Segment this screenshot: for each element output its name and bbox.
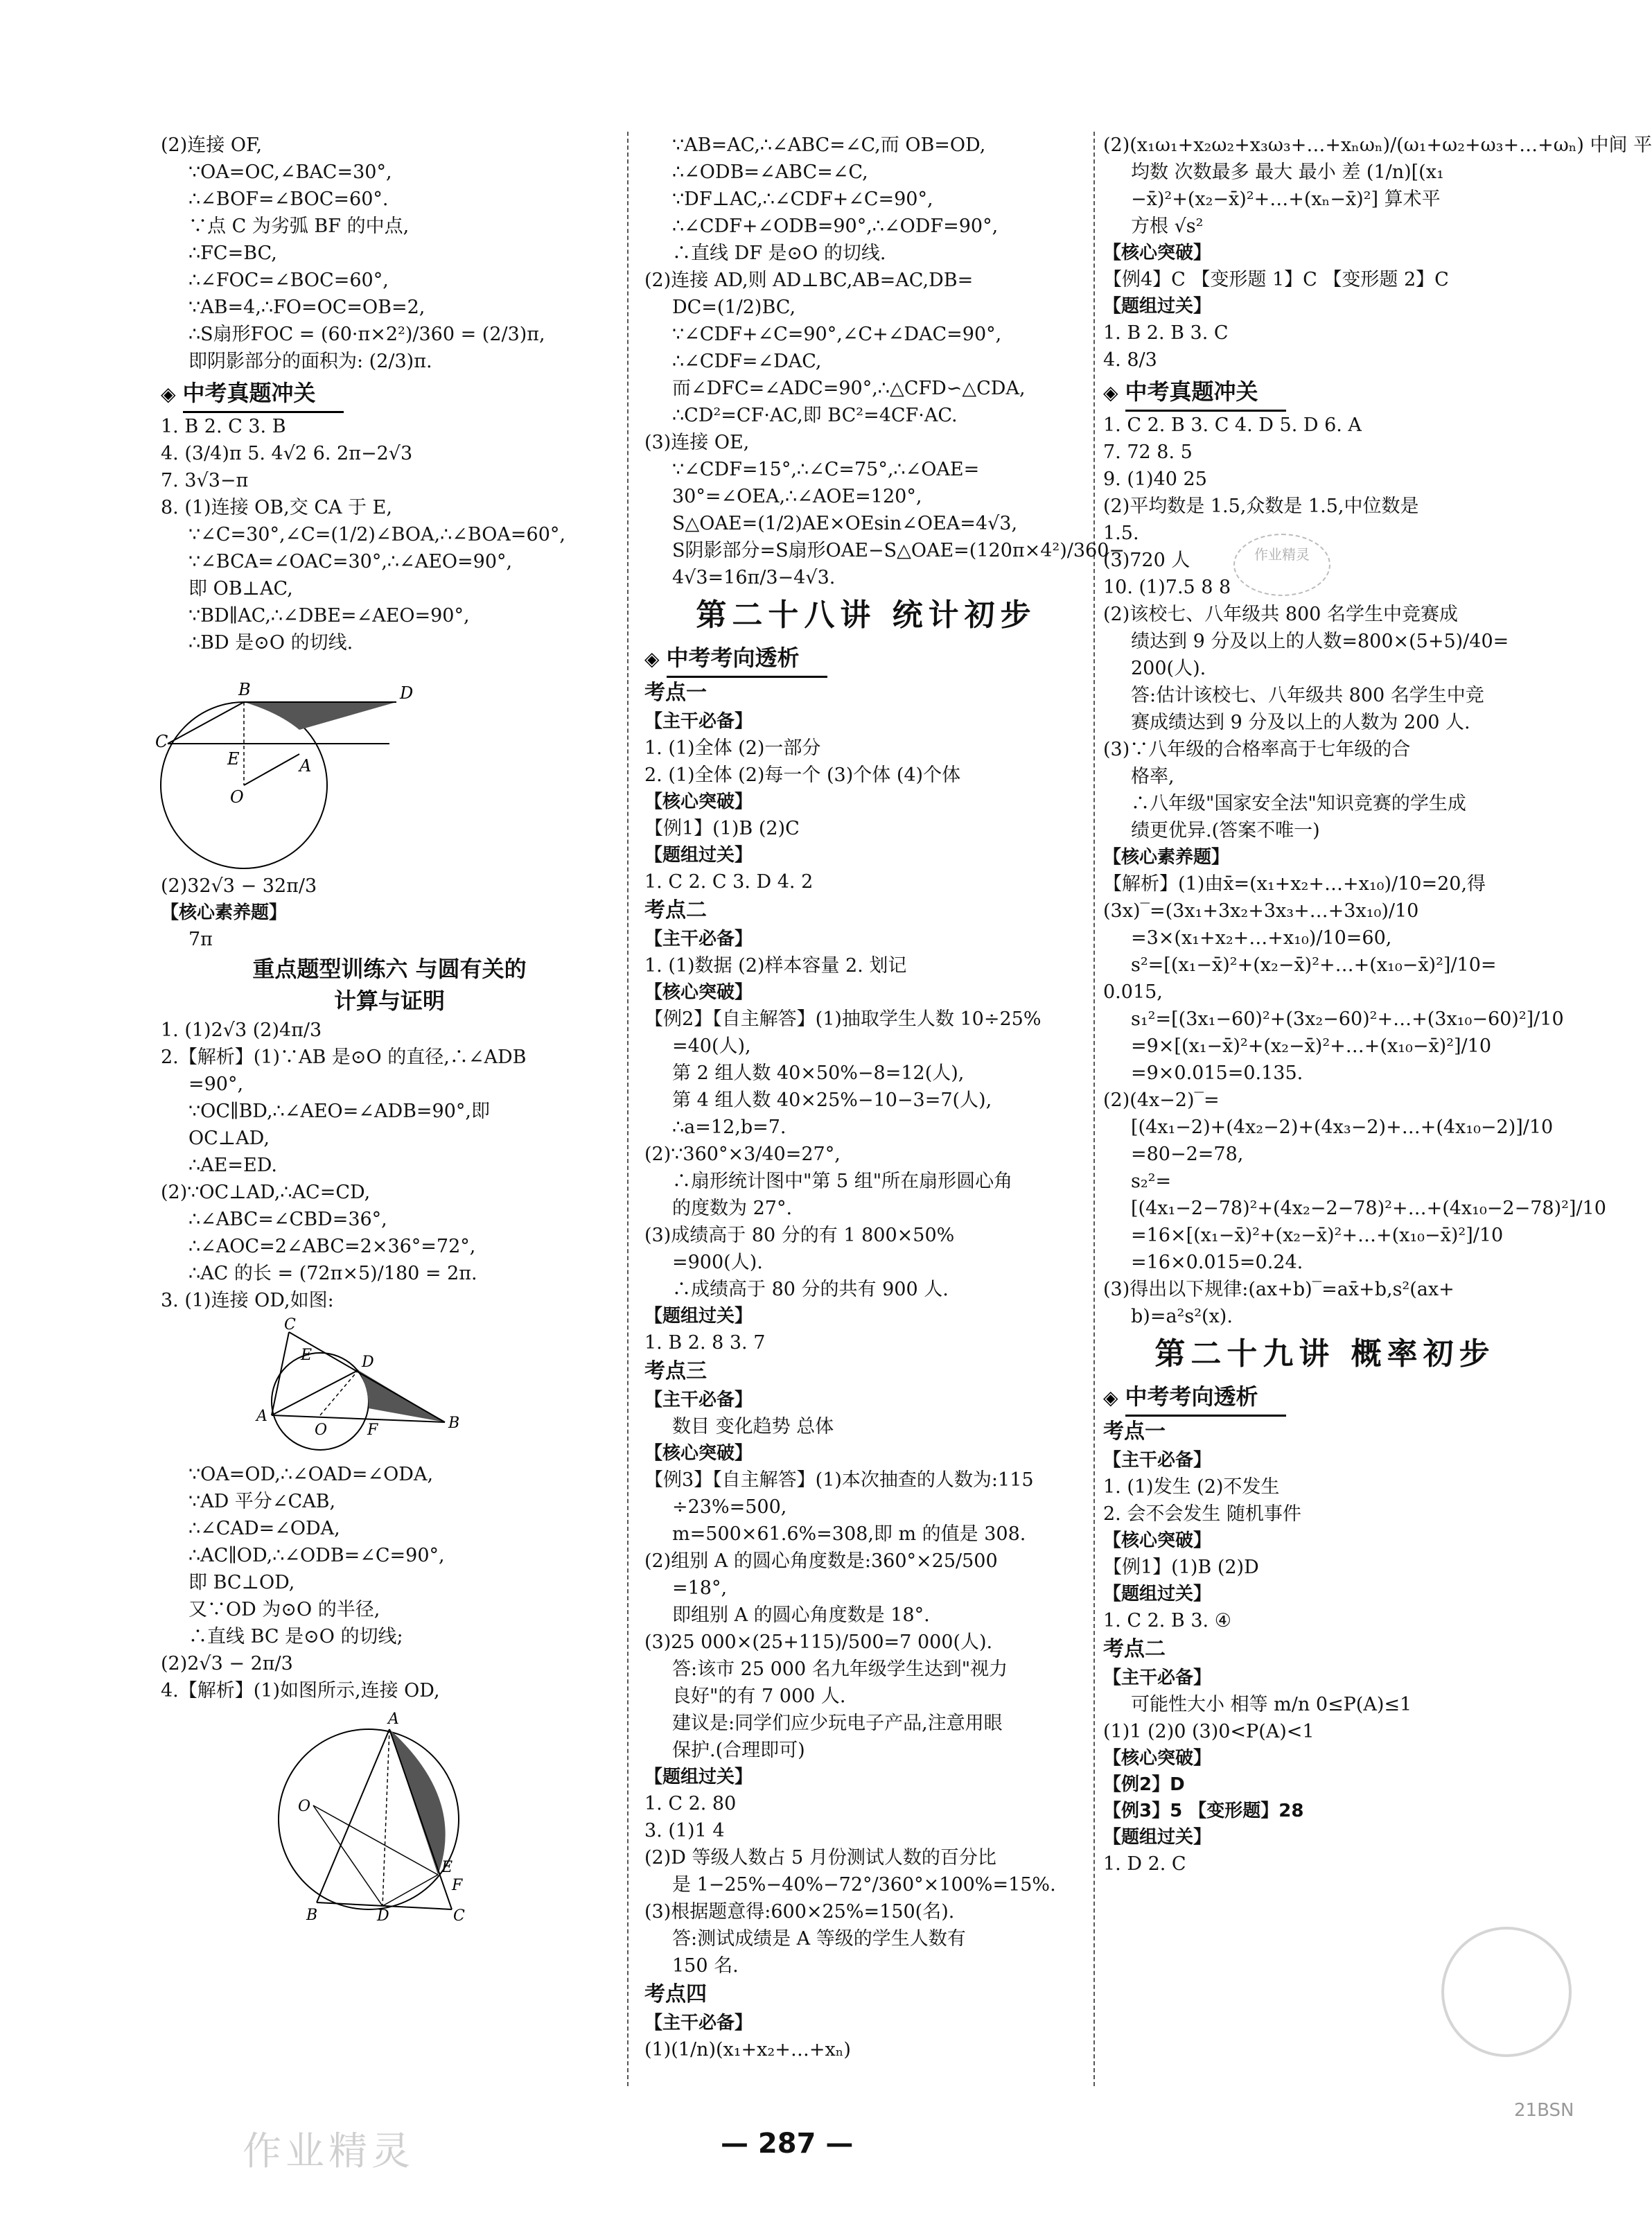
section-heading: ◈ 中考考向透析 — [1103, 1379, 1547, 1417]
text-line: ∴S扇形FOC = (60·π×2²)/360 = (2/3)π, — [188, 324, 545, 345]
text-line: ∴AE=ED. — [188, 1155, 277, 1176]
label-A: A — [256, 1408, 267, 1425]
label-B: B — [448, 1415, 460, 1432]
answer-lines — [161, 413, 618, 494]
text-line: ∵BD∥AC,∴∠DBE=∠AEO=90°, — [188, 605, 470, 627]
kaodian-1 — [1103, 1447, 1547, 1634]
text-line: 1. (1)数据 (2)样本容量 2. 划记 — [644, 955, 907, 977]
text-line: (1)(1/n)(x₁+x₂+…+xₙ) — [644, 2039, 851, 2061]
text-line: 4√3=16π/3−4√3. — [672, 567, 836, 588]
label-B: B — [306, 1907, 318, 1924]
text-line: 【例2】【自主解答】(1)抽取学生人数 10÷25% — [644, 1008, 1042, 1030]
question-8 — [161, 494, 618, 656]
diamond-icon: ◈ — [1103, 1385, 1118, 1409]
label-D: D — [400, 683, 414, 703]
text-line: 答:该市 25 000 名九年级学生达到"视力 — [672, 1659, 1008, 1680]
answer-lines — [1103, 412, 1547, 844]
text-line: 10. (1)7.5 8 8 — [1103, 577, 1231, 598]
text-line: ∴∠ABC=∠CBD=36°, — [188, 1209, 387, 1230]
text-line: m=500×61.6%=308,即 m 的值是 308. — [672, 1523, 1026, 1545]
text-line: 200(人). — [1131, 658, 1206, 679]
text-line: [(4x₁−2)+(4x₂−2)+(4x₃−2)+…+(4x₁₀−2)]/10 — [1131, 1117, 1554, 1138]
text-line: 即 OB⊥AC, — [188, 578, 293, 600]
text-line: (2)平均数是 1.5,众数是 1.5,中位数是 — [1103, 496, 1419, 517]
text-line: ∴AC∥OD,∴∠ODB=∠C=90°, — [188, 1545, 445, 1566]
text-line: ∴FC=BC, — [188, 243, 277, 264]
text-line: 3. (1)1 4 — [644, 1820, 725, 1841]
text-line: (3)得出以下规律:(ax+b)‾=ax̄+b,s²(ax+ — [1103, 1279, 1455, 1300]
text-line: 1. C 2. B 3. C 4. D 5. D 6. A — [1103, 414, 1362, 436]
label-B: B — [238, 680, 251, 699]
text-line: 是 1−25%−40%−72°/360°×100%=15%. — [672, 1874, 1056, 1896]
column-left — [155, 132, 618, 1927]
text-line: (2)连接 AD,则 AD⊥BC,AB=AC,DB= — [644, 270, 974, 291]
text-line: 7. 3√3−π — [161, 470, 249, 491]
text-line: 的度数为 27°. — [672, 1198, 793, 1219]
text-line: 第 2 组人数 40×50%−8=12(人), — [672, 1062, 965, 1084]
text-line: 1. B 2. B 3. C — [1103, 322, 1229, 344]
answer-line: (2)32√3 − 32π/3 — [161, 875, 317, 897]
column-right — [1103, 132, 1652, 1878]
diamond-icon: ◈ — [644, 647, 660, 670]
text-line: 即 BC⊥OD, — [188, 1572, 295, 1593]
text-line: ∵∠CDF=15°,∴∠C=75°,∴∠OAE= — [672, 459, 980, 480]
tag-heading: 【题组过关】 — [1103, 296, 1212, 317]
tag-heading: 【核心突破】 — [1103, 243, 1212, 263]
tag-heading: 【题组过关】 — [644, 1306, 753, 1327]
tag-heading: 【例3】5 【变形题】28 — [1103, 1801, 1304, 1821]
label-F: F — [452, 1877, 463, 1894]
text-line: 1. (1)发生 (2)不发生 — [1103, 1476, 1280, 1498]
text-line: 8. (1)连接 OB,交 CA 于 E, — [161, 497, 392, 518]
text-line: (2)∵OC⊥AD,∴AC=CD, — [161, 1182, 371, 1203]
diamond-icon: ◈ — [161, 382, 176, 405]
text-line: ∴∠ODB=∠ABC=∠C, — [672, 161, 868, 183]
text-line: 均数 次数最多 最大 最小 差 (1/n)[(x₁ — [1131, 161, 1444, 183]
text-line: 绩更优异.(答案不唯一) — [1131, 820, 1320, 841]
text-line: 答:估计该校七、八年级共 800 名学生中竞 — [1131, 685, 1484, 706]
question-3-lines — [161, 1461, 618, 1677]
label-O: O — [315, 1421, 328, 1439]
text-line: (1)1 (2)0 (3)0<P(A)<1 — [1103, 1721, 1315, 1742]
solution-lines — [1103, 132, 1652, 374]
text-line: DC=(1/2)BC, — [672, 297, 796, 318]
text-line: ∵OC∥BD,∴∠AEO=∠ADB=90°,即 — [188, 1101, 490, 1122]
text-line: 即组别 A 的圆心角度数是 18°. — [672, 1604, 930, 1626]
kaodian-heading: 考点二 — [644, 898, 707, 922]
label-D: D — [377, 1907, 389, 1925]
label-E: E — [301, 1347, 313, 1364]
label-D: D — [362, 1354, 374, 1371]
text-line: s²=[(x₁−x̄)²+(x₂−x̄)²+…+(x₁₀−x̄)²]/10= — [1131, 954, 1497, 976]
text-line: 格率, — [1131, 766, 1175, 787]
text-line: 0.015, — [1103, 981, 1163, 1003]
question-2 — [161, 1044, 618, 1287]
text-line: 即阴影部分的面积为: (2/3)π. — [188, 351, 432, 372]
kaodian-heading: 考点一 — [1103, 1419, 1166, 1444]
solution-lines — [644, 132, 1125, 591]
text-line: =80−2=78, — [1131, 1144, 1244, 1165]
label-A: A — [299, 756, 312, 776]
text-line: 4. (3/4)π 5. 4√2 6. 2π−2√3 — [161, 443, 413, 464]
tag-heading: 【主干必备】 — [644, 2013, 753, 2033]
training-title: 重点题型训练六 与圆有关的 — [252, 956, 527, 982]
text-line: ∵∠BCA=∠OAC=30°,∴∠AEO=90°, — [188, 551, 513, 572]
training-subtitle: 计算与证明 — [333, 988, 445, 1014]
text-line: (2)连接 OF, — [161, 134, 263, 156]
circle-figure-q3 — [237, 1318, 486, 1457]
tag-heading: 【主干必备】 — [1103, 1450, 1212, 1471]
tag-heading: 【主干必备】 — [644, 1390, 753, 1410]
text-line: ∵点 C 为劣弧 BF 的中点, — [188, 216, 410, 237]
column-middle — [644, 132, 1125, 2063]
text-line: 保护.(合理即可) — [672, 1740, 805, 1761]
text-line: ∵OA=OD,∴∠OAD=∠ODA, — [188, 1464, 434, 1485]
text-line: OC⊥AD, — [188, 1128, 270, 1149]
text-line: =9×0.015=0.135. — [1131, 1062, 1303, 1084]
text-line: 30°=∠OEA,∴∠AOE=120°, — [672, 486, 922, 507]
text-line: (3x)‾=(3x₁+3x₂+3x₃+…+3x₁₀)/10 — [1103, 900, 1419, 922]
text-line: =18°, — [672, 1577, 728, 1599]
tag-heading: 【主干必备】 — [1103, 1668, 1212, 1688]
watermark-stamp: 作业精灵 — [1233, 534, 1330, 596]
text-line: ∴AC 的长 = (72π×5)/180 = 2π. — [188, 1263, 477, 1284]
text-line: −x̄)²+(x₂−x̄)²+…+(xₙ−x̄)²] 算术平 — [1131, 189, 1441, 210]
text-line: =16×0.015=0.24. — [1131, 1252, 1303, 1273]
text-line: 方根 √s² — [1131, 216, 1204, 237]
text-line: ∴扇形统计图中"第 5 组"所在扇形圆心角 — [672, 1171, 1013, 1192]
text-line: =40(人), — [672, 1035, 751, 1057]
text-line: ∴CD²=CF·AC,即 BC²=4CF·AC. — [672, 405, 958, 426]
kaodian-3 — [644, 1387, 1088, 1979]
tag-heading: 【主干必备】 — [644, 929, 753, 950]
text-line: (2)该校七、八年级共 800 名学生中竞赛成 — [1103, 604, 1458, 625]
text-line: ∵∠CDF+∠C=90°,∠C+∠DAC=90°, — [672, 324, 1002, 345]
text-line: ∵∠C=30°,∠C=(1/2)∠BOA,∴∠BOA=60°, — [188, 524, 565, 545]
text-line: =3×(x₁+x₂+…+x₁₀)/10=60, — [1131, 927, 1392, 949]
label-E: E — [227, 749, 240, 769]
text-line: 2. (1)全体 (2)每一个 (3)个体 (4)个体 — [644, 764, 961, 786]
page-number: — 287 — — [721, 2128, 854, 2160]
text-line: 1. (1)全体 (2)一部分 — [644, 737, 821, 759]
label-C: C — [155, 732, 168, 751]
text-line: 1. C 2. B 3. ④ — [1103, 1610, 1231, 1631]
text-line: ∴直线 BC 是⊙O 的切线; — [188, 1626, 403, 1647]
text-line: ∴∠CDF=∠DAC, — [672, 351, 822, 372]
tag-heading: 【核心突破】 — [644, 791, 753, 812]
text-line: s₂²= — [1131, 1171, 1172, 1192]
kaodian-heading: 考点一 — [644, 681, 707, 705]
label-F: F — [367, 1421, 378, 1439]
tag-heading: 【核心突破】 — [1103, 1748, 1212, 1769]
text-line: S△OAE=(1/2)AE×OEsin∠OEA=4√3, — [672, 513, 1018, 534]
column-divider — [627, 132, 629, 2086]
text-line: ∴∠FOC=∠BOC=60°, — [188, 270, 389, 291]
label-O: O — [298, 1798, 311, 1815]
text-line: 1. D 2. C — [1103, 1853, 1186, 1875]
circle-figure-q4 — [265, 1708, 486, 1923]
text-line: =900(人). — [672, 1252, 763, 1273]
text-line: (3)成绩高于 80 分的有 1 800×50% — [644, 1225, 955, 1246]
text-line: (2)2√3 − 2π/3 — [161, 1653, 293, 1674]
answer-line: 4.【解析】(1)如图所示,连接 OD, — [161, 1680, 440, 1701]
text-line: (3)∵八年级的合格率高于七年级的合 — [1103, 739, 1411, 760]
tag-heading: 【题组过关】 — [1103, 1584, 1212, 1604]
text-line: 【例3】【自主解答】(1)本次抽查的人数为:115 — [644, 1469, 1034, 1491]
text-line: 150 名. — [672, 1955, 739, 1977]
text-line: (2)∵360°×3/40=27°, — [644, 1144, 841, 1165]
seal-stamp — [1441, 1927, 1572, 2057]
text-line: 2. 会不会发生 随机事件 — [1103, 1503, 1301, 1525]
section-heading: ◈ 中考真题冲关 — [1103, 374, 1547, 412]
text-line: (3)25 000×(25+115)/500=7 000(人). — [644, 1631, 993, 1653]
kaodian-4 — [644, 2010, 1088, 2063]
label-O: O — [230, 787, 244, 807]
text-line: s₁²=[(3x₁−60)²+(3x₂−60)²+…+(3x₁₀−60)²]/10 — [1131, 1008, 1564, 1030]
diamond-icon: ◈ — [1103, 380, 1118, 404]
text-line: 1. C 2. 80 — [644, 1793, 737, 1814]
text-line: [(4x₁−2−78)²+(4x₂−2−78)²+…+(4x₁₀−2−78)²]/10 — [1131, 1198, 1606, 1219]
text-line: 1. B 2. C 3. B — [161, 416, 286, 437]
section-heading: ◈ 中考真题冲关 — [161, 375, 618, 413]
tag-heading: 【主干必备】 — [644, 711, 753, 732]
kaodian-2 — [644, 926, 1088, 1356]
text-line: 数目 变化趋势 总体 — [672, 1416, 834, 1437]
core-heading: 【核心素养题】 — [161, 902, 288, 923]
text-line: (3)连接 OE, — [644, 432, 750, 453]
text-line: ∵DF⊥AC,∴∠CDF+∠C=90°, — [672, 189, 933, 210]
text-line: ∵AB=AC,∴∠ABC=∠C,而 OB=OD, — [672, 134, 986, 156]
text-line: 1. B 2. 8 3. 7 — [644, 1332, 766, 1354]
text-line: 1.5. — [1103, 523, 1139, 544]
tag-heading: 【题组过关】 — [1103, 1827, 1212, 1848]
label-A: A — [388, 1711, 399, 1728]
tag-heading: 【题组过关】 — [644, 1767, 753, 1787]
text-line: 又∵OD 为⊙O 的半径, — [188, 1599, 380, 1620]
text-line: ∴八年级"国家安全法"知识竞赛的学生成 — [1131, 793, 1466, 814]
side-code: 21BSN — [1514, 2100, 1574, 2121]
text-line: ∴∠CDF+∠ODB=90°,∴∠ODF=90°, — [672, 216, 999, 237]
text-line: (2)(x₁ω₁+x₂ω₂+x₃ω₃+…+xₙωₙ)/(ω₁+ω₂+ω₃+…+ωₙ) 中间 平 — [1103, 134, 1652, 156]
text-line: (2)D 等级人数占 5 月份测试人数的百分比 — [644, 1847, 996, 1869]
answer-line: 7π — [188, 929, 213, 950]
text-line: 【例1】(1)B (2)D — [1103, 1557, 1259, 1578]
text-line: S阴影部分=S扇形OAE−S△OAE=(120π×4²)/360− — [672, 540, 1125, 561]
text-line: ÷23%=500, — [672, 1496, 787, 1518]
text-line: ∴直线 DF 是⊙O 的切线. — [672, 243, 886, 264]
text-line: ∵AB=4,∴FO=OC=OB=2, — [188, 297, 425, 318]
answer-line: 3. (1)连接 OD,如图: — [161, 1290, 334, 1311]
core-lines — [1103, 870, 1606, 1330]
text-line: 【例4】C 【变形题 1】C 【变形题 2】C — [1103, 269, 1449, 290]
label-E: E — [441, 1859, 453, 1876]
text-line: ∴∠AOC=2∠ABC=2×36°=72°, — [188, 1236, 476, 1257]
text-line: =9×[(x₁−x̄)²+(x₂−x̄)²+…+(x₁₀−x̄)²]/10 — [1131, 1035, 1492, 1057]
text-line: 答:测试成绩是 A 等级的学生人数有 — [672, 1928, 966, 1950]
tag-heading: 【例2】D — [1103, 1774, 1185, 1795]
tag-heading: 【核心突破】 — [644, 982, 753, 1003]
text-line: 可能性大小 相等 m/n 0≤P(A)≤1 — [1131, 1694, 1412, 1715]
text-line: ∵AD 平分∠CAB, — [188, 1491, 336, 1512]
column-divider — [1093, 132, 1095, 2086]
text-line: ∴∠CAD=∠ODA, — [188, 1518, 340, 1539]
text-line: b)=a²s²(x). — [1131, 1306, 1233, 1327]
answer-line: 1. (1)2√3 (2)4π/3 — [161, 1020, 322, 1041]
text-line: 建议是:同学们应少玩电子产品,注意用眼 — [672, 1713, 1003, 1734]
core-heading: 【核心素养题】 — [1103, 847, 1230, 868]
text-line: (2)(4x−2)‾= — [1103, 1090, 1220, 1111]
text-line: 绩达到 9 分及以上的人数=800×(5+5)/40= — [1131, 631, 1509, 652]
kaodian-2 — [1103, 1665, 1547, 1878]
text-line: =16×[(x₁−x̄)²+(x₂−x̄)²+…+(x₁₀−x̄)²]/10 — [1131, 1225, 1504, 1246]
text-line: ∴∠BOF=∠BOC=60°. — [188, 189, 389, 210]
label-C: C — [453, 1907, 465, 1925]
text-line: 赛成绩达到 9 分及以上的人数为 200 人. — [1131, 712, 1470, 733]
text-line: =90°, — [188, 1074, 244, 1095]
kaodian-heading: 考点四 — [644, 1982, 707, 2006]
text-line: ∴a=12,b=7. — [672, 1117, 787, 1138]
text-line: 4. 8/3 — [1103, 349, 1157, 371]
text-line: (3)根据题意得:600×25%=150(名). — [644, 1901, 955, 1923]
text-line: (3)720 人 — [1103, 550, 1190, 571]
label-C: C — [284, 1316, 296, 1333]
chapter-title: 第二十九讲 概率初步 — [1154, 1336, 1495, 1372]
kaodian-1 — [644, 708, 1088, 895]
text-line: 1. C 2. C 3. D 4. 2 — [644, 871, 814, 893]
tag-heading: 【题组过关】 — [644, 845, 753, 866]
watermark: 作业精灵 — [243, 2129, 414, 2174]
text-line: 【解析】(1)由x̄=(x₁+x₂+…+x₁₀)/10=20,得 — [1103, 873, 1486, 895]
solution-lines — [161, 132, 618, 375]
kaodian-heading: 考点三 — [644, 1359, 707, 1383]
circle-figure-tangent — [155, 660, 452, 868]
text-line: (2)组别 A 的圆心角度数是:360°×25/500 — [644, 1550, 998, 1572]
text-line: 9. (1)40 25 — [1103, 469, 1207, 490]
tag-heading: 【核心突破】 — [1103, 1530, 1212, 1551]
text-line: ∵OA=OC,∠BAC=30°, — [188, 161, 392, 183]
text-line: 2.【解析】(1)∵AB 是⊙O 的直径,∴∠ADB — [161, 1047, 527, 1068]
kaodian-heading: 考点二 — [1103, 1637, 1166, 1661]
text-line: ∴BD 是⊙O 的切线. — [188, 632, 353, 654]
chapter-title: 第二十八讲 统计初步 — [696, 597, 1037, 633]
text-line: ∴成绩高于 80 分的共有 900 人. — [672, 1279, 949, 1300]
text-line: 【例1】(1)B (2)C — [644, 818, 800, 839]
text-line: 第 4 组人数 40×25%−10−3=7(人), — [672, 1090, 992, 1111]
tag-heading: 【核心突破】 — [644, 1443, 753, 1464]
section-heading: ◈ 中考考向透析 — [644, 640, 1088, 678]
text-line: 良好"的有 7 000 人. — [672, 1686, 846, 1707]
text-line: 7. 72 8. 5 — [1103, 441, 1193, 463]
text-line: 而∠DFC=∠ADC=90°,∴△CFD∽△CDA, — [672, 378, 1026, 399]
